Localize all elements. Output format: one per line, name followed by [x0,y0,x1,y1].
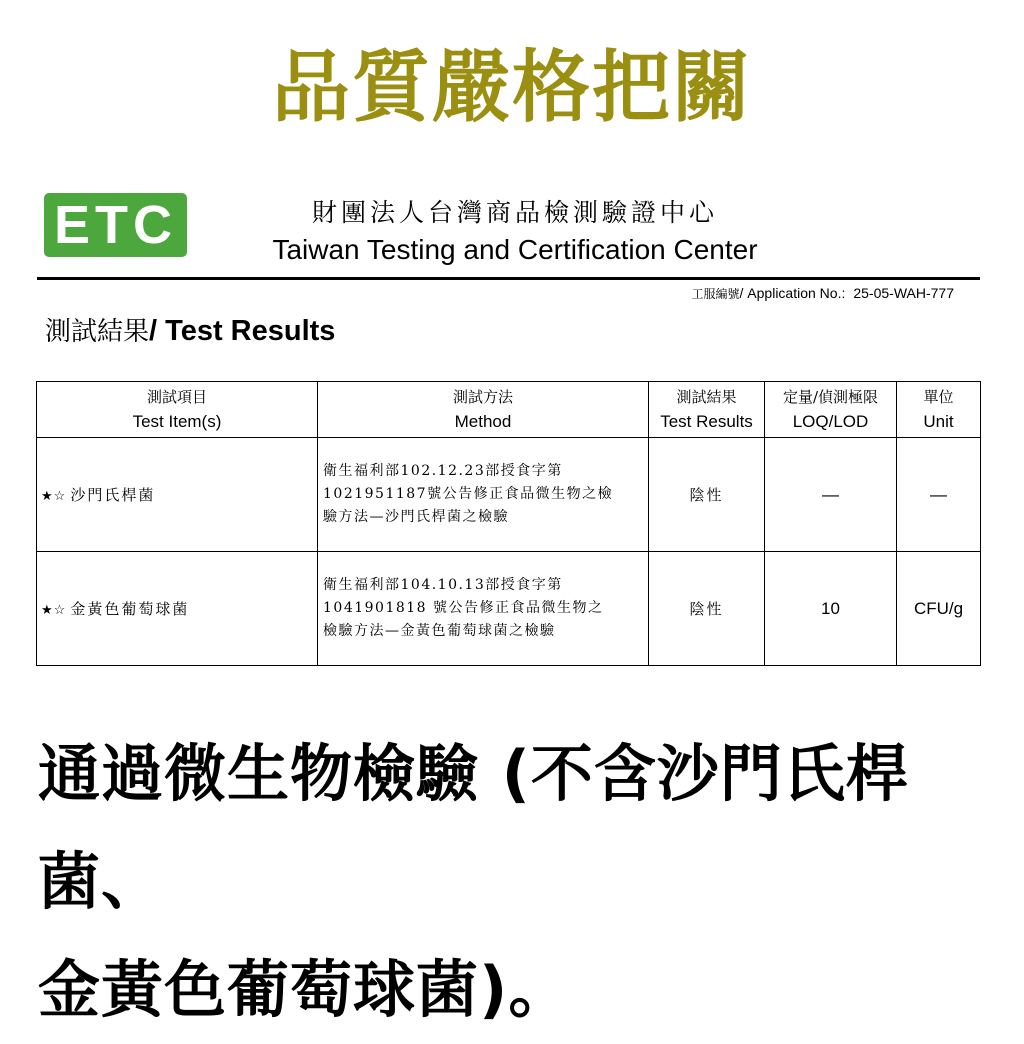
etc-logo: ETC [44,193,187,257]
table-row [37,552,981,666]
test-results-table [36,381,981,666]
summary-line: 通過微生物檢驗 (不含沙門氏桿菌、 [38,737,909,918]
application-number [692,284,955,303]
application-label-en: / Application No.: [739,285,846,301]
header-loq-lod [765,382,897,438]
header-test-results [649,382,765,438]
unit-cell: — [897,438,981,552]
header-unit [897,382,981,438]
result-cell: 陰性 [649,552,765,666]
method-line: 1041901818 號公告修正食品微生物之 [323,600,604,616]
header-divider [37,277,980,280]
application-label-cn: 工服編號 [691,287,740,301]
organization-name-en: Taiwan Testing and Certification Center [272,234,758,265]
table-row [37,438,981,552]
test-item-name: 金黃色葡萄球菌 [70,600,190,618]
header-test-item [37,382,318,438]
method-line: 衛生福利部104.10.13部授食字第 [323,577,563,593]
header-method [318,382,649,438]
header-label-en: Unit [923,411,954,431]
header-label-en: LOQ/LOD [792,411,869,431]
header-label-cn: 測試方法 [452,387,513,406]
method-line: 1021951187號公告修正食品微生物之檢 [323,486,614,502]
test-item-cell [37,438,318,552]
loq-cell: — [765,438,897,552]
test-item-name: 沙門氏桿菌 [70,486,156,504]
page-headline: 品質嚴格把關 [271,43,752,133]
section-title-en: / Test Results [149,315,336,347]
method-line: 檢驗方法—金黃色葡萄球菌之檢驗 [323,623,556,639]
test-item-cell [37,552,318,666]
unit-cell: CFU/g [897,552,981,666]
result-cell: 陰性 [649,438,765,552]
application-number-value: 25-05-WAH-777 [853,285,954,301]
method-cell [318,552,649,666]
section-title [45,310,335,352]
summary-line: 金黃色葡萄球菌)。 [38,953,572,1026]
method-line: 衛生福利部102.12.23部授食字第 [323,463,563,479]
loq-cell: 10 [765,552,897,666]
header-label-cn: 測試結果 [676,387,737,406]
star-icon: ★☆ [41,489,67,504]
method-cell [318,438,649,552]
section-title-cn: 測試結果 [45,317,150,347]
header-label-en: Test Item(s) [132,411,222,431]
header-label-cn: 定量/偵測極限 [782,387,879,406]
star-icon: ★☆ [41,603,67,618]
header-label-cn: 測試項目 [146,387,207,406]
organization-name-cn: 財團法人台灣商品檢測驗證中心 [311,198,718,227]
header-label-en: Test Results [660,411,753,431]
header-label-en: Method [454,411,512,431]
table-header-row [37,382,981,438]
summary-statement [38,720,1024,1044]
method-line: 驗方法—沙門氏桿菌之檢驗 [323,509,509,525]
header-label-cn: 單位 [923,387,954,406]
